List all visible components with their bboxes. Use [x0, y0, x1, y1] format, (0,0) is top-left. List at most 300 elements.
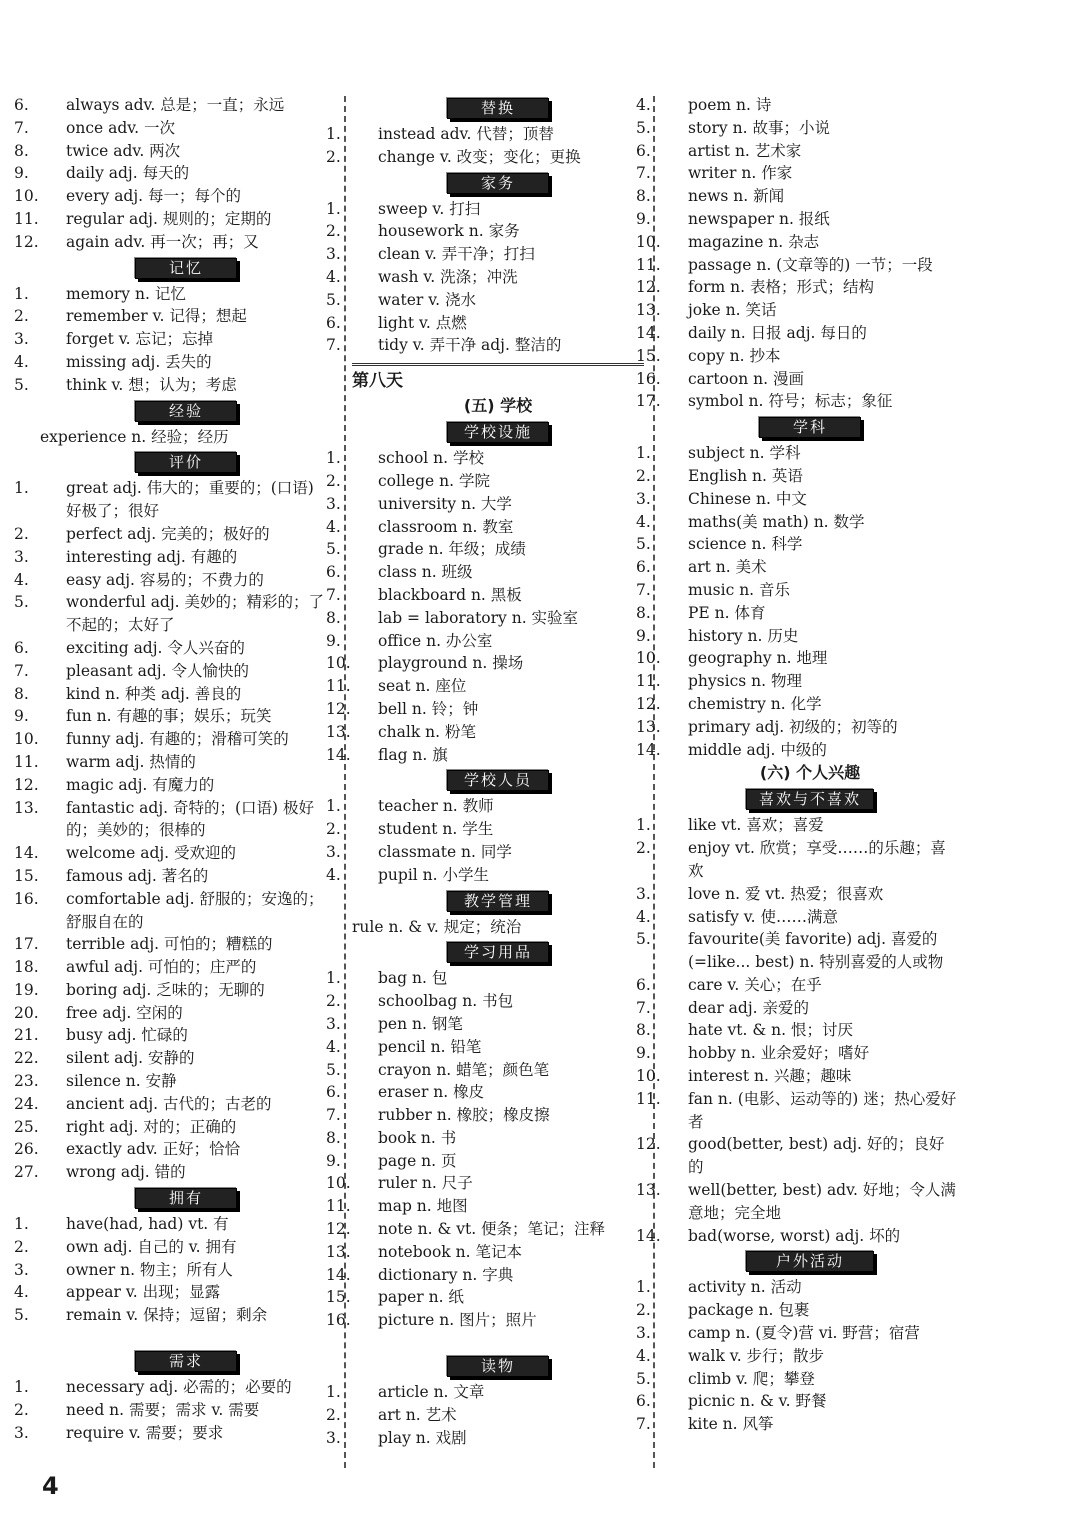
entry-number: 21. — [14, 1026, 39, 1045]
vocab-entry — [14, 591, 332, 637]
vocab-entry — [636, 254, 958, 277]
entry-text: chalk n. 粉笔 — [378, 722, 477, 741]
entry-number: 1. — [636, 816, 651, 835]
entry-number: 9. — [636, 209, 651, 228]
vocab-entry — [14, 283, 332, 306]
entry-number: 1. — [326, 797, 341, 816]
vocab-entry — [14, 1422, 332, 1445]
entry-text: schoolbag n. 书包 — [378, 992, 514, 1011]
entry-number: 2. — [14, 1400, 29, 1419]
vocab-entry — [636, 974, 958, 997]
entry-text: sweep v. 打扫 — [378, 199, 481, 218]
section-header-memory: 记忆 — [135, 258, 237, 279]
entry-number: 8. — [326, 1128, 341, 1147]
entry-number: 17. — [636, 392, 661, 411]
entry-number: 14. — [636, 323, 661, 342]
vocab-entry — [14, 1047, 332, 1070]
entry-number: 3. — [636, 489, 651, 508]
vocab-entry — [636, 739, 958, 762]
vocab-entry — [636, 647, 958, 670]
entry-number: 2. — [326, 992, 341, 1011]
vocab-entry — [326, 721, 644, 744]
entry-number: 8. — [14, 684, 29, 703]
entry-number: 11. — [636, 672, 661, 691]
vocab-entry — [326, 698, 644, 721]
entry-text: free adj. 空闲的 — [66, 1003, 183, 1022]
entry-number: 8. — [326, 608, 341, 627]
entry-number: 1. — [14, 284, 29, 303]
section-header-experience: 经验 — [135, 401, 237, 422]
entry-number: 12. — [326, 699, 351, 718]
section-header-reading: 读物 — [447, 1356, 549, 1377]
replace-list — [326, 123, 644, 169]
entry-text: artist n. 艺术家 — [688, 141, 802, 160]
entry-number: 11. — [636, 255, 661, 274]
entry-text: activity n. 活动 — [688, 1278, 802, 1297]
vocab-entry — [14, 208, 332, 231]
entry-text: ruler n. 尺子 — [378, 1174, 473, 1193]
entry-number: 10. — [14, 187, 39, 206]
vocab-entry — [326, 1381, 644, 1404]
vocab-entry — [636, 511, 958, 534]
vocab-entry — [14, 660, 332, 683]
entry-text: right adj. 对的；正确的 — [66, 1117, 237, 1136]
vocab-entry — [14, 1236, 332, 1259]
entry-text: primary adj. 初级的；初等的 — [688, 717, 898, 736]
entry-number: 14. — [326, 1265, 351, 1284]
entry-number: 4. — [636, 96, 651, 114]
vocab-entry — [326, 289, 644, 312]
entry-number: 14. — [14, 844, 39, 863]
entry-text: poem n. 诗 — [688, 96, 772, 114]
vocab-entry — [14, 1399, 332, 1422]
vocab-entry — [14, 774, 332, 797]
entry-text: favourite(美 favorite) adj. 喜爱的 (=like... best) n. 特别喜爱的人或物 — [688, 930, 944, 972]
vocab-entry — [636, 322, 958, 345]
entry-text: form n. 表格；形式；结构 — [688, 278, 874, 297]
entry-text: art n. 美术 — [688, 558, 767, 577]
entry-number: 7. — [636, 998, 651, 1017]
vocab-entry — [326, 1309, 644, 1332]
vocab-entry — [636, 390, 958, 413]
entry-number: 7. — [326, 585, 341, 604]
vocab-entry — [14, 1024, 332, 1047]
vocab-entry — [326, 1059, 644, 1082]
entry-text: interest n. 兴趣；趣味 — [688, 1067, 852, 1086]
entry-number: 7. — [326, 1106, 341, 1125]
entry-number: 3. — [14, 1260, 29, 1279]
entry-text: busy adj. 忙碌的 — [66, 1026, 188, 1045]
entry-number: 14. — [636, 740, 661, 759]
entry-text: office n. 办公室 — [378, 631, 493, 650]
entry-number: 12. — [636, 694, 661, 713]
entry-text: science n. 科学 — [688, 535, 803, 554]
vocab-entry — [326, 675, 644, 698]
entry-text: enjoy vt. 欣赏；享受……的乐趣；喜欢 — [688, 839, 946, 880]
entry-number: 9. — [636, 626, 651, 645]
entry-text: once adv. 一次 — [66, 118, 176, 137]
entry-text: playground n. 操场 — [378, 654, 524, 673]
page-number: 4 — [42, 1472, 59, 1500]
entry-number: 1. — [326, 449, 341, 468]
vocab-entry — [636, 1179, 958, 1225]
entry-text: picture n. 图片；照片 — [378, 1311, 537, 1330]
section-header-subjects: 学科 — [759, 417, 861, 438]
vocab-entry — [636, 533, 958, 556]
vocab-entry — [14, 477, 332, 523]
section-header-evaluation: 评价 — [135, 452, 237, 473]
entry-text: funny adj. 有趣的；滑稽可笑的 — [66, 730, 289, 749]
entry-text: fantastic adj. 奇特的；(口语) 极好的；美妙的；很棒的 — [66, 798, 315, 840]
entry-number: 10. — [326, 654, 351, 673]
entry-number: 11. — [14, 209, 39, 228]
entry-text: famous adj. 著名的 — [66, 866, 209, 885]
entry-number: 6. — [636, 1392, 651, 1411]
entry-number: 7. — [326, 336, 341, 355]
entry-text: middle adj. 中级的 — [688, 740, 827, 759]
vocab-entry — [14, 865, 332, 888]
entry-number: 16. — [326, 1311, 351, 1330]
memory-list — [14, 283, 332, 397]
vocab-entry — [326, 990, 644, 1013]
entry-number: 1. — [14, 1215, 29, 1234]
entry-number: 11. — [14, 752, 39, 771]
entry-number: 4. — [326, 517, 341, 536]
entry-number: 3. — [14, 1423, 29, 1442]
vocab-entry — [636, 1065, 958, 1088]
evaluation-list — [14, 477, 332, 1184]
entry-number: 3. — [326, 494, 341, 513]
entry-text: university n. 大学 — [378, 494, 512, 513]
entry-text: always adv. 总是；一直；永远 — [66, 96, 285, 114]
entry-text: wonderful adj. 美妙的；精彩的；了不起的；太好了 — [66, 593, 325, 635]
entry-number: 4. — [326, 267, 341, 286]
entry-number: 5. — [636, 930, 651, 949]
vocab-entry — [14, 1002, 332, 1025]
vocab-entry — [326, 198, 644, 221]
vocab-entry — [14, 1070, 332, 1093]
section-header-staff: 学校人员 — [447, 770, 549, 791]
entry-text: dear adj. 亲爱的 — [688, 998, 809, 1017]
vocab-entry — [326, 312, 644, 335]
entry-text: tidy v. 弄干净 adj. 整洁的 — [378, 336, 562, 355]
vocab-entry — [636, 94, 958, 117]
vocab-entry — [326, 1172, 644, 1195]
entry-number: 7. — [14, 661, 29, 680]
experience-entry: experience n. 经验；经历 — [40, 427, 229, 446]
vocab-entry — [14, 546, 332, 569]
entry-text: twice adv. 两次 — [66, 141, 181, 160]
section-title-school: (五) 学校 — [463, 396, 533, 416]
entry-text: teacher n. 教师 — [378, 797, 494, 816]
entry-number: 5. — [636, 1369, 651, 1388]
entry-text: kind n. 种类 adj. 善良的 — [66, 684, 242, 703]
entry-number: 2. — [14, 524, 29, 543]
entry-text: terrible adj. 可怕的；糟糕的 — [66, 935, 273, 954]
entry-text: walk v. 步行；散步 — [688, 1346, 825, 1365]
entry-number: 4. — [636, 512, 651, 531]
entry-text: dictionary n. 字典 — [378, 1265, 514, 1284]
entry-text: subject n. 学科 — [688, 444, 801, 463]
vocab-entry — [14, 705, 332, 728]
vocab-entry — [636, 1019, 958, 1042]
entry-text: symbol n. 符号；标志；象征 — [688, 392, 893, 411]
entry-number: 5. — [14, 593, 29, 612]
vocab-entry — [326, 220, 644, 243]
entry-number: 8. — [636, 1021, 651, 1040]
entry-text: fun n. 有趣的事；娱乐；玩笑 — [66, 707, 272, 726]
entry-text: perfect adj. 完美的；极好的 — [66, 524, 270, 543]
column-3 — [636, 94, 958, 1474]
reading-list — [326, 1381, 644, 1449]
vocab-entry — [326, 447, 644, 470]
entry-number: 6. — [326, 1083, 341, 1102]
entry-text: chemistry n. 化学 — [688, 694, 822, 713]
reading-list-continued — [636, 94, 958, 413]
entry-text: art n. 艺术 — [378, 1405, 457, 1424]
possession-list — [14, 1213, 332, 1327]
vocab-entry — [14, 185, 332, 208]
vocab-entry — [14, 1213, 332, 1236]
entry-text: physics n. 物理 — [688, 672, 802, 691]
vocab-entry — [636, 1133, 958, 1179]
entry-number: 5. — [14, 375, 29, 394]
vocab-entry — [326, 795, 644, 818]
entry-number: 14. — [326, 745, 351, 764]
vocab-entry — [14, 140, 332, 163]
entry-text: exactly adv. 正好；恰恰 — [66, 1140, 241, 1159]
entry-text: forget v. 忘记；忘掉 — [66, 330, 214, 349]
entry-number: 5. — [326, 540, 341, 559]
column-2 — [326, 94, 644, 1474]
outdoor-list — [636, 1276, 958, 1436]
vocab-entry — [636, 1088, 958, 1134]
vocab-entry — [326, 818, 644, 841]
entry-text: camp n. (夏令)营 vi. 野营；宿营 — [688, 1324, 920, 1343]
likes-list — [636, 814, 958, 1247]
entry-text: again adv. 再一次；再；又 — [66, 232, 259, 251]
vocab-entry — [636, 579, 958, 602]
entry-text: note n. & vt. 便条；笔记；注释 — [378, 1220, 606, 1239]
entry-text: PE n. 体育 — [688, 603, 766, 622]
section-header-housework: 家务 — [447, 173, 549, 194]
vocab-entry — [636, 231, 958, 254]
entry-number: 3. — [326, 1014, 341, 1033]
entry-text: English n. 英语 — [688, 466, 803, 485]
entry-text: remember v. 记得；想起 — [66, 307, 247, 326]
entry-number: 1. — [636, 444, 651, 463]
vocab-entry — [14, 351, 332, 374]
vocab-entry — [326, 1427, 644, 1450]
entry-text: passage n. (文章等的) 一节；一段 — [688, 255, 933, 274]
entry-text: instead adv. 代替；顶替 — [378, 125, 554, 143]
column-1 — [14, 94, 332, 1474]
entry-number: 5. — [326, 1060, 341, 1079]
vocab-entry — [636, 693, 958, 716]
vocab-entry — [14, 1281, 332, 1304]
vocab-entry — [636, 883, 958, 906]
entry-text: daily n. 日报 adj. 每日的 — [688, 323, 867, 342]
vocab-entry — [636, 208, 958, 231]
vocab-entry — [326, 864, 644, 887]
entry-number: 19. — [14, 980, 39, 999]
entry-text: every adj. 每一；每个的 — [66, 187, 242, 206]
entry-text: memory n. 记忆 — [66, 284, 186, 303]
entry-text: silent adj. 安静的 — [66, 1049, 195, 1068]
vocab-entry — [636, 670, 958, 693]
section-header-possession: 拥有 — [135, 1188, 237, 1209]
entry-text: eraser n. 橡皮 — [378, 1083, 485, 1102]
facilities-list — [326, 447, 644, 766]
entry-text: flag n. 旗 — [378, 745, 448, 764]
vocab-entry — [636, 928, 958, 974]
entry-number: 13. — [326, 722, 351, 741]
entry-number: 3. — [636, 884, 651, 903]
entry-text: pencil n. 铅笔 — [378, 1037, 482, 1056]
entry-number: 5. — [326, 290, 341, 309]
entry-number: 26. — [14, 1140, 39, 1159]
entry-number: 5. — [636, 535, 651, 554]
entry-text: news n. 新闻 — [688, 187, 785, 206]
section-header-facilities: 学校设施 — [447, 422, 549, 443]
housework-list — [326, 198, 644, 358]
entry-text: exciting adj. 令人兴奋的 — [66, 638, 245, 657]
entry-number: 7. — [636, 164, 651, 183]
entry-text: package n. 包裹 — [688, 1301, 810, 1320]
entry-number: 3. — [14, 547, 29, 566]
entry-text: music n. 音乐 — [688, 580, 791, 599]
entry-text: class n. 班级 — [378, 563, 473, 582]
entry-text: geography n. 地理 — [688, 649, 828, 668]
entry-text: silence n. 安静 — [66, 1072, 177, 1091]
entry-number: 4. — [14, 570, 29, 589]
entry-text: student n. 学生 — [378, 820, 494, 839]
entry-number: 5. — [636, 118, 651, 137]
entry-number: 1. — [326, 969, 341, 988]
vocab-entry — [14, 162, 332, 185]
entry-text: wash v. 洗涤；冲洗 — [378, 267, 518, 286]
vocab-entry — [14, 374, 332, 397]
vocab-entry — [636, 997, 958, 1020]
entry-number: 7. — [636, 1415, 651, 1434]
entry-number: 3. — [326, 842, 341, 861]
section-header-replace: 替换 — [447, 98, 549, 119]
vocab-entry — [636, 625, 958, 648]
entry-number: 25. — [14, 1117, 39, 1136]
vocab-entry — [636, 814, 958, 837]
entry-text: remain v. 保持；逗留；剩余 — [66, 1306, 268, 1325]
entry-number: 4. — [636, 1346, 651, 1365]
entry-text: housework n. 家务 — [378, 222, 520, 241]
entry-text: magic adj. 有魔力的 — [66, 775, 215, 794]
entry-text: writer n. 作家 — [688, 164, 793, 183]
vocab-entry — [636, 1368, 958, 1391]
entry-number: 1. — [636, 1278, 651, 1297]
entry-number: 6. — [636, 975, 651, 994]
entry-text: cartoon n. 漫画 — [688, 369, 804, 388]
vocab-entry — [14, 842, 332, 865]
entry-number: 2. — [14, 1237, 29, 1256]
entry-number: 24. — [14, 1094, 39, 1113]
vocab-entry — [326, 1241, 644, 1264]
vocab-entry — [326, 538, 644, 561]
vocab-entry — [14, 1304, 332, 1327]
entry-number: 12. — [636, 1135, 661, 1154]
entry-number: 15. — [636, 346, 661, 365]
entry-text: Chinese n. 中文 — [688, 489, 807, 508]
vocab-entry — [14, 569, 332, 592]
entry-text: article n. 文章 — [378, 1383, 485, 1402]
section-header-management: 教学管理 — [447, 891, 549, 912]
entry-text: love n. 爱 vt. 热爱；很喜欢 — [688, 884, 884, 903]
entry-text: fan n. (电影、运动等的) 迷；热心爱好者 — [688, 1089, 957, 1131]
vocab-entry — [14, 933, 332, 956]
entry-text: ancient adj. 古代的；古老的 — [66, 1094, 272, 1113]
vocab-entry — [326, 652, 644, 675]
vocab-entry — [14, 231, 332, 254]
entry-text: hate vt. & n. 恨；讨厌 — [688, 1021, 853, 1040]
entry-number: 2. — [14, 307, 29, 326]
vocab-entry — [326, 841, 644, 864]
day-title: 第八天 — [352, 363, 644, 394]
vocab-entry — [326, 493, 644, 516]
entry-number: 7. — [14, 118, 29, 137]
entry-number: 2. — [326, 147, 341, 166]
entry-text: well(better, best) adv. 好地；令人满意地；完全地 — [688, 1181, 956, 1222]
vocab-entry — [326, 1264, 644, 1287]
section-header-outdoor: 户外活动 — [746, 1251, 874, 1272]
vocab-entry — [326, 1127, 644, 1150]
vocab-entry — [326, 584, 644, 607]
entry-number: 13. — [326, 1242, 351, 1261]
frequency-list — [14, 94, 332, 254]
entry-number: 10. — [636, 1067, 661, 1086]
entry-text: school n. 学校 — [378, 449, 485, 468]
vocab-entry — [636, 1413, 958, 1436]
entry-number: 9. — [14, 707, 29, 726]
vocab-entry — [14, 328, 332, 351]
vocab-entry — [326, 334, 644, 357]
entry-text: notebook n. 笔记本 — [378, 1242, 522, 1261]
entry-text: college n. 学院 — [378, 471, 490, 490]
vocab-entry — [636, 465, 958, 488]
vocab-entry — [326, 266, 644, 289]
vocab-entry — [636, 299, 958, 322]
entry-number: 15. — [326, 1288, 351, 1307]
entry-number: 13. — [636, 1181, 661, 1200]
entry-text: magazine n. 杂志 — [688, 232, 820, 251]
vocab-entry — [14, 1161, 332, 1184]
entry-number: 2. — [326, 471, 341, 490]
entry-number: 13. — [14, 798, 39, 817]
vocab-entry — [636, 1345, 958, 1368]
entry-number: 27. — [14, 1163, 39, 1182]
entry-text: bell n. 铃；钟 — [378, 699, 479, 718]
entry-number: 2. — [326, 1405, 341, 1424]
vocab-entry — [14, 1093, 332, 1116]
entry-text: warm adj. 热情的 — [66, 752, 196, 771]
entry-number: 2. — [636, 1301, 651, 1320]
entry-number: 9. — [14, 164, 29, 183]
vocab-entry — [14, 979, 332, 1002]
section-header-need: 需求 — [135, 1351, 237, 1372]
vocab-entry — [14, 94, 332, 117]
vocab-entry — [636, 1322, 958, 1345]
entry-text: wrong adj. 错的 — [66, 1163, 186, 1182]
entry-number: 6. — [326, 563, 341, 582]
entry-number: 2. — [326, 222, 341, 241]
vocab-entry — [636, 716, 958, 739]
